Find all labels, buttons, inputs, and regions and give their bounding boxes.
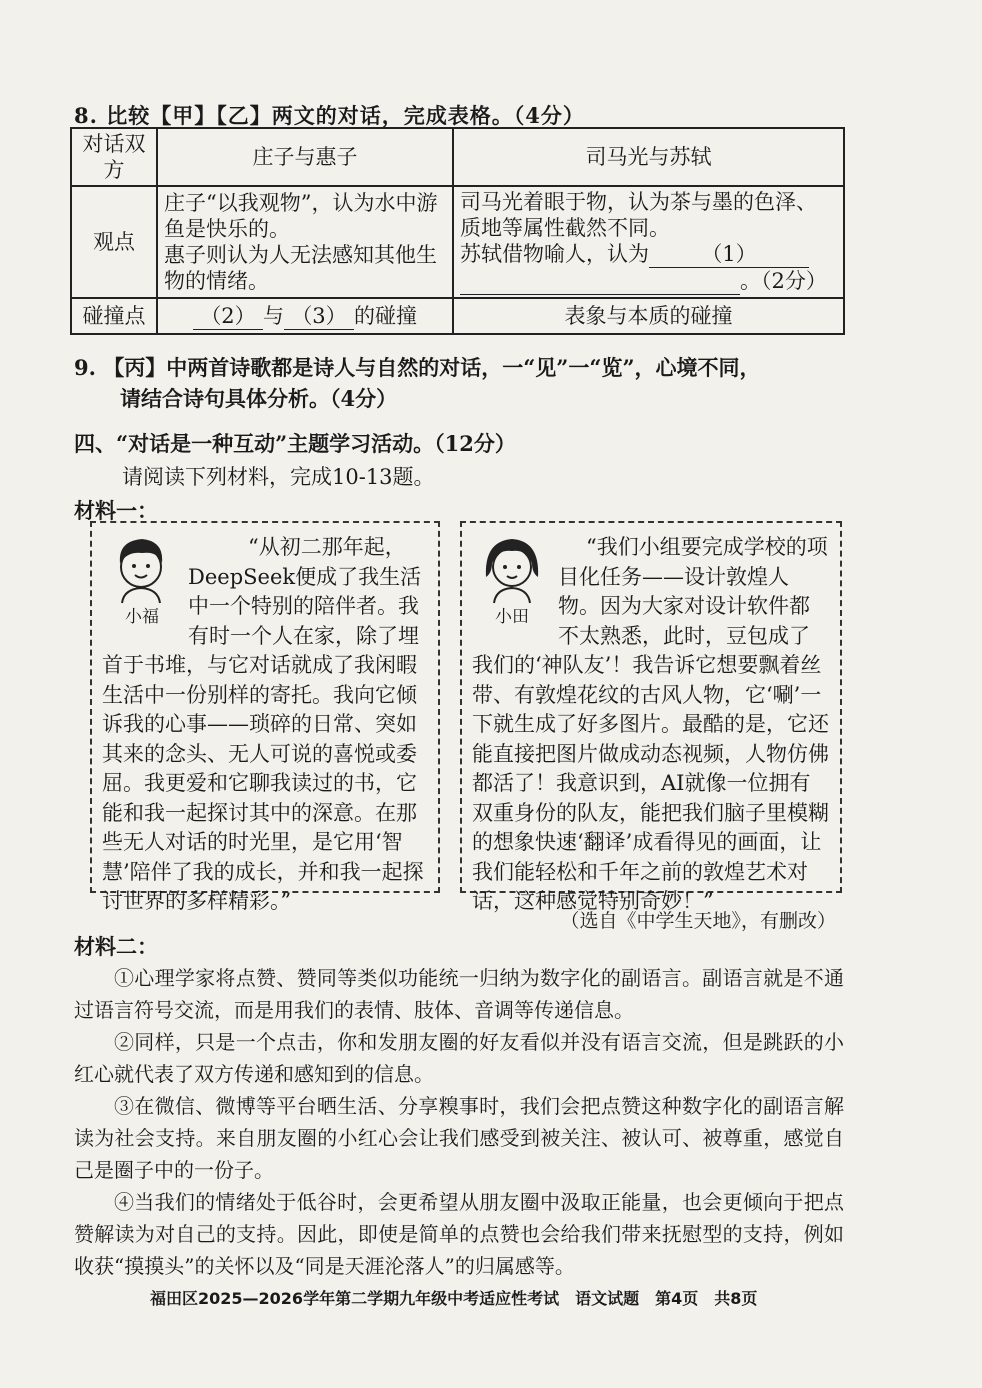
conjunction-text: 与 xyxy=(263,303,284,328)
view-a-huizi: 惠子则认为人无法感知其他生物的情绪。 xyxy=(164,243,437,293)
page-footer: 福田区2025—2026学年第二学期九年级中考适应性考试 语文试题 第4页 共8页 xyxy=(150,1289,758,1308)
answer-blank-2[interactable]: （2） xyxy=(193,303,263,330)
material-2-paragraph: ①心理学家将点赞、赞同等类似功能统一归纳为数字化的副语言。副语言就是不通过语言符号交流，而是用我们的表情、肢体、音调等传递信息。 xyxy=(74,966,844,1022)
section-4-title: 四、“对话是一种互动”主题学习活动。（12分） xyxy=(74,431,516,456)
material-1-left-box xyxy=(90,521,440,913)
table-cell-view-a xyxy=(157,186,453,298)
speaker-name-xiaofu: 小福 xyxy=(125,607,159,627)
view-b-simaguang: 司马光着眼于物，认为茶与墨的色泽、质地等属性截然不同。 xyxy=(460,190,817,240)
view-b-sushi: 苏轼借物喻人，认为 xyxy=(460,242,649,266)
score-label: 。（2分） xyxy=(740,269,827,293)
table-row-label-view: 观点 xyxy=(71,186,157,298)
section-4-instruction: 请阅读下列材料，完成10-13题。 xyxy=(122,465,435,489)
question-9-line1: 9. 【丙】中两首诗歌都是诗人与自然的对话，一“见”一“览”，心境不同， xyxy=(74,355,761,380)
question-8-title: 8. 比较【甲】【乙】两文的对话，完成表格。（4分） xyxy=(74,103,585,128)
comparison-table xyxy=(70,127,845,335)
answer-blank-1-continued[interactable] xyxy=(460,268,740,295)
table-row-label-clash: 碰撞点 xyxy=(71,298,157,334)
table-cell-clash-b: 表象与本质的碰撞 xyxy=(453,298,844,334)
material-2-body xyxy=(74,962,844,1282)
table-cell-clash-a xyxy=(157,298,453,334)
material-1-label: 材料一： xyxy=(74,498,158,523)
material-1-right-text: “我们小组要完成学校的项目化任务——设计敦煌人物。因为大家对设计软件都不太熟悉，此时，豆包成了我们的‘神队友’！我告诉它想要飘着丝带、有敦煌花纹的古风人物，它‘唰’一下就生成了好多图片。最酷的是，它还能直接把图片做成动态视频，人物仿佛都活了！我意识到，AI就像一位拥有双重身份的队友，能把我们脑子里模糊的想象快速‘翻译’成看得见的画面，让我们能轻松和千年之前的敦煌艺术对话，这种感觉特别奇妙！” xyxy=(472,535,829,913)
speaker-name-xiaotian: 小田 xyxy=(495,607,529,627)
table-header-parties: 对话双方 xyxy=(71,128,157,186)
girl-avatar-icon xyxy=(472,533,552,625)
material-1-source: （选自《中学生天地》，有删改） xyxy=(560,910,836,932)
answer-blank-1[interactable]: （1） xyxy=(649,241,809,268)
table-header-simaguang: 司马光与苏轼 xyxy=(453,128,844,186)
view-a-zhuangzi: 庄子“以我观物”，认为水中游鱼是快乐的。 xyxy=(164,191,438,241)
clash-suffix: 的碰撞 xyxy=(354,303,417,328)
material-1-left-text: “从初二那年起，DeepSeek便成了我生活中一个特别的陪伴者。我有时一个人在家，除了埋首于书堆，与它对话就成了我闲暇生活中一份别样的寄托。我向它倾诉我的心事——琐碎的日常、突如其来的念头、无人可说的喜悦或委屈。我更爱和它聊我读过的书，它能和我一起探讨其中的深意。在那些无人对话的时光里，是它用‘智慧’陪伴了我的成长，并和我一起探讨世界的多样精彩。” xyxy=(102,535,424,913)
material-2-paragraph: ③在微信、微博等平台晒生活、分享糗事时，我们会把点赞这种数字化的副语言解读为社会支持。来自朋友圈的小红心会让我们感受到被关注、被认可、被尊重，感觉自己是圈子中的一份子。 xyxy=(74,1094,844,1182)
material-2-label: 材料二： xyxy=(74,934,158,959)
boy-avatar-icon xyxy=(102,533,182,625)
table-header-zhuangzi: 庄子与惠子 xyxy=(157,128,453,186)
question-9-line2: 请结合诗句具体分析。（4分） xyxy=(120,386,398,411)
table-cell-view-b xyxy=(453,186,844,298)
material-2-paragraph: ②同样，只是一个点击，你和发朋友圈的好友看似并没有语言交流，但是跳跃的小红心就代表了双方传递和感知到的信息。 xyxy=(74,1030,844,1086)
answer-blank-3[interactable]: （3） xyxy=(284,303,354,330)
material-1-right-box xyxy=(460,521,842,913)
material-2-paragraph: ④当我们的情绪处于低谷时，会更希望从朋友圈中汲取正能量，也会更倾向于把点赞解读为对自己的支持。因此，即使是简单的点赞也会给我们带来抚慰型的支持，例如收获“摸摸头”的关怀以及“同是天涯沦落人”的归属感等。 xyxy=(74,1190,844,1278)
question-9 xyxy=(74,352,854,414)
